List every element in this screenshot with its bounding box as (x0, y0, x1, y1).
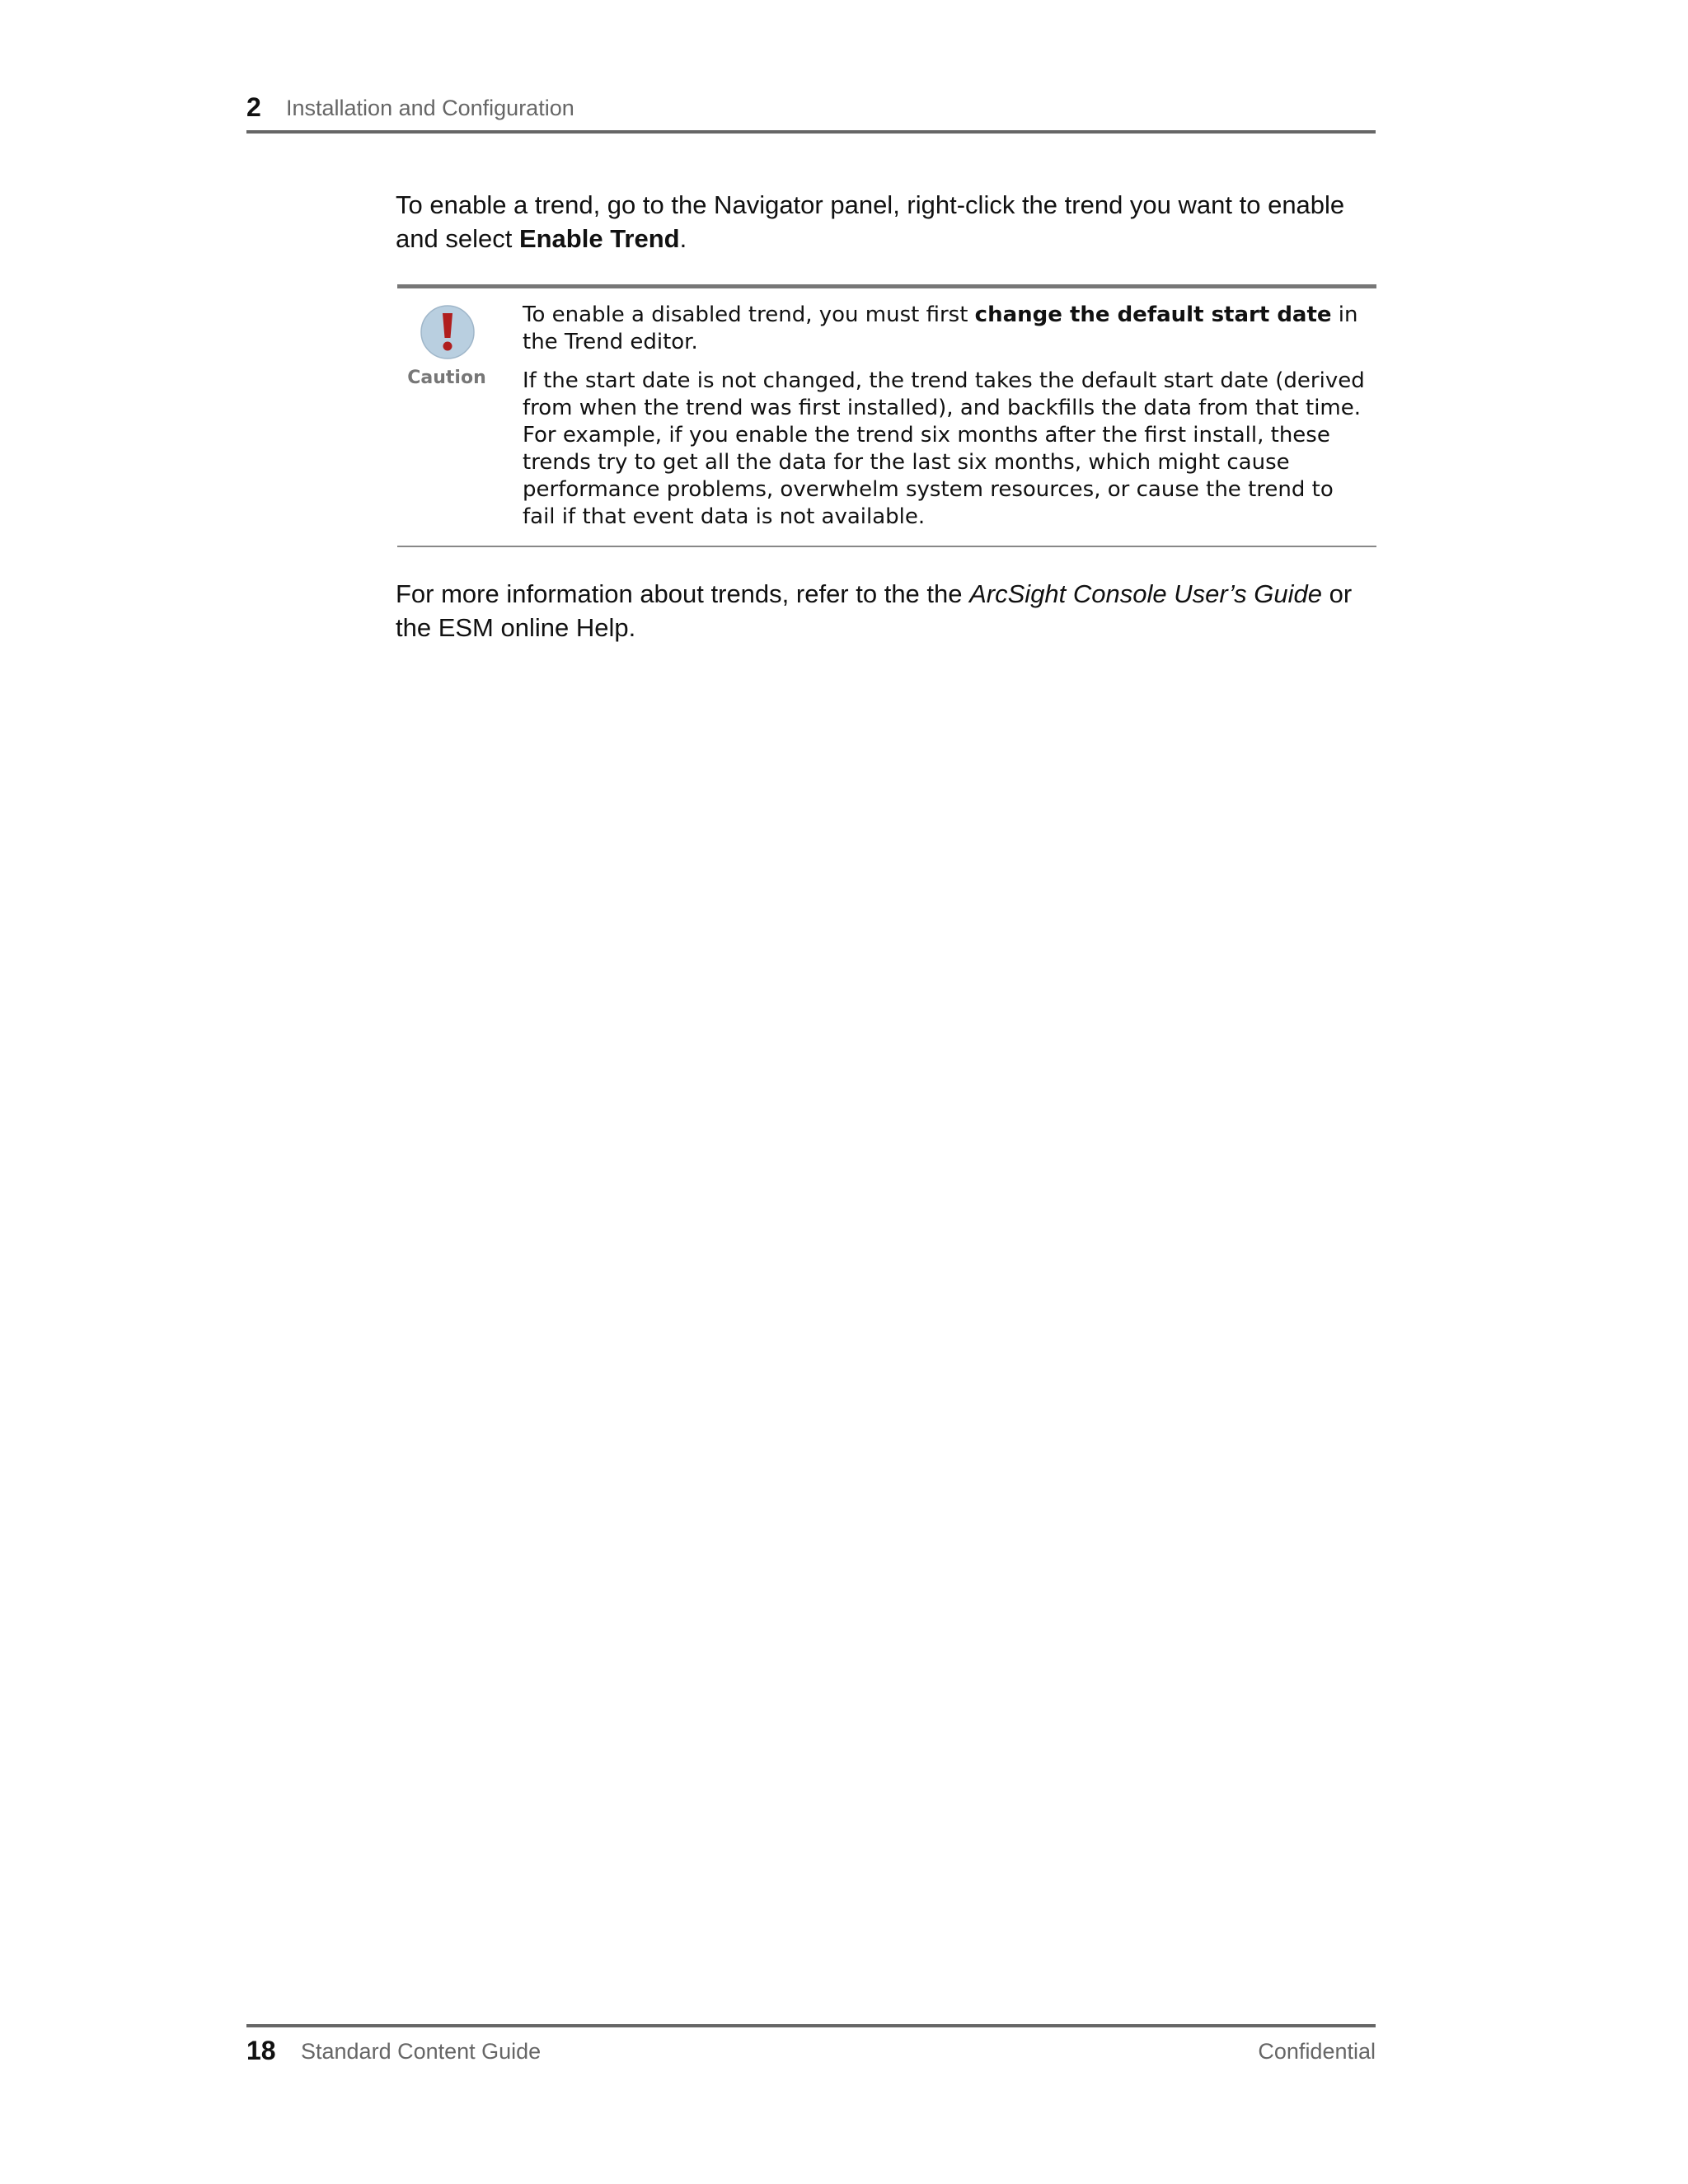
caution-line1-bold: change the default start date (974, 302, 1332, 327)
caution-line-2: If the start date is not changed, the trend takes the default start date (derived from when the trend was first installed), and backfills the data from that time. For example, if you enable the trend six months after the first install, these trends try to get all the data for the last six months, which might cause performance problems, overwhelm system resources, or cause the trend to fail if that event data is not available. (523, 368, 1365, 529)
caution-line1-end: in the Trend editor. (523, 302, 1358, 354)
page-footer (246, 2024, 1376, 2077)
para2-italic-guide-title: ArcSight Console User’s Guide (969, 579, 1323, 608)
para2-text-end: or the ESM online Help. (396, 579, 1353, 642)
caution-box (397, 284, 1376, 547)
chapter-title: Installation and Configuration (286, 96, 574, 120)
caution-text (523, 302, 1372, 542)
guide-title: Standard Content Guide (301, 2039, 542, 2064)
caution-icon-block (404, 305, 490, 396)
para2-text: For more information about trends, refer to the the (396, 579, 970, 608)
body-paragraph-enable-trend (396, 188, 1385, 255)
page-number: 18 (246, 2036, 276, 2065)
para1-bold-enable-trend: Enable Trend (518, 224, 680, 253)
confidential-label: Confidential (1258, 2039, 1376, 2064)
caution-line-1 (523, 302, 1372, 356)
body-paragraph-more-info (396, 577, 1385, 644)
caution-label: Caution (407, 368, 486, 388)
page-header (246, 89, 1376, 134)
caution-exclamation-icon (420, 305, 475, 359)
para1-text-end: . (679, 224, 687, 253)
para1-text: To enable a trend, go to the Navigator panel, right-click the trend you want to enable and select (396, 190, 1345, 253)
chapter-number: 2 (246, 92, 261, 122)
caution-line1-text: To enable a disabled trend, you must first (523, 302, 975, 327)
